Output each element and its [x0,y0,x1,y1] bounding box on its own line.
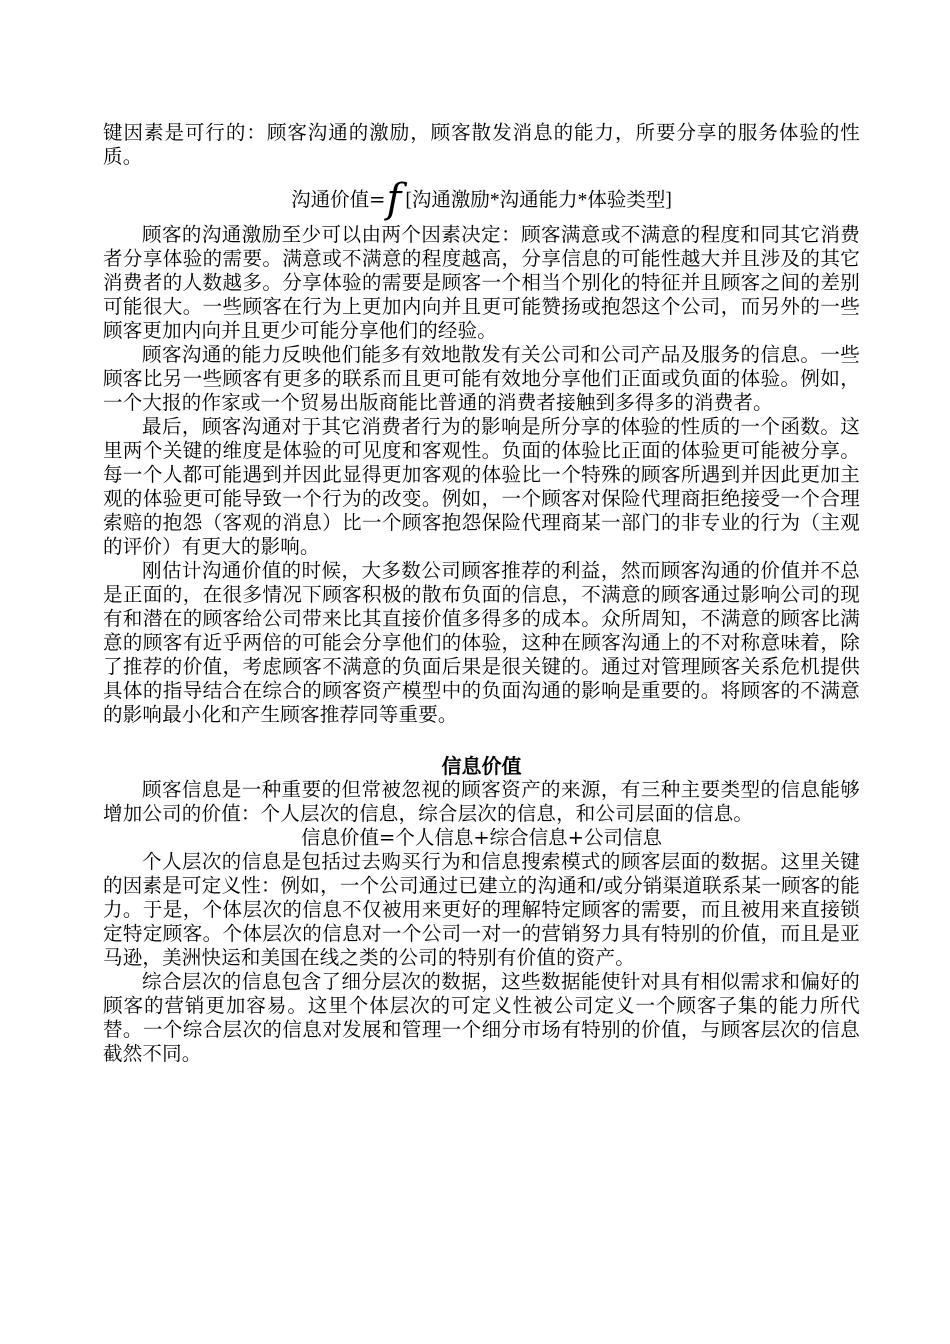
formula-left-text: 沟通价值= [291,188,386,211]
communication-value-formula [103,176,860,222]
formula-right-text: [沟通激励*沟通能力*体验类型] [405,190,672,211]
paragraph-motivation: 顾客的沟通激励至少可以由两个因素决定：顾客满意或不满意的程度和同其它消费者分享体验的需要。满意或不满意的程度越高，分享信息的可能性越大并且涉及的其它消费者的人数越多。分享体验的需要是顾客一个相当个别化的特征并且顾客之间的差别可能很大。一些顾客在行为上更加内向并且更可能赞扬或抱怨这个公司，而另外的一些顾客更加内向并且更少可能分享他们的经验。 [103,223,860,342]
function-f-symbol: f [386,176,402,222]
paragraph-negative-communication: 刚估计沟通价值的时候，大多数公司顾客推荐的利益，然而顾客沟通的价值并不总是正面的，在很多情况下顾客积极的散布负面的信息，不满意的顾客通过影响公司的现有和潜在的顾客给公司带来比其直接价值多得多的成本。众所周知，不满意的顾客比满意的顾客有近乎两倍的可能会分享他们的体验，这种在顾客沟通上的不对称意味着，除了推荐的价值，考虑顾客不满意的负面后果是很关键的。通过对管理顾客关系危机提供具体的指导结合在综合的顾客资产模型中的负面沟通的影响是重要的。将顾客的不满意的影响最小化和产生顾客推荐同等重要。 [103,559,860,726]
section-heading-information-value: 信息价值 [441,754,522,778]
paragraph-information-intro: 顾客信息是一种重要的但常被忽视的顾客资产的来源，有三种主要类型的信息能够增加公司的价值：个人层次的信息，综合层次的信息，和公司层面的信息。 [103,778,860,825]
document-page [103,121,860,1066]
intro-continuation-paragraph: 键因素是可行的：顾客沟通的激励，顾客散发消息的能力，所要分享的服务体验的性质。 [103,121,860,168]
paragraph-individual-information: 个人层次的信息是包括过去购买行为和信息搜索模式的顾客层面的数据。这里关键的因素是可定义性：例如，一个公司通过已建立的沟通和/或分销渠道联系某一顾客的能力。于是，个体层次的信息不仅被用来更好的理解特定顾客的需要，而且被用来直接锁定特定顾客。个体层次的信息对一个公司一对一的营销努力具有特别的价值，而且是亚马逊，美洲快运和美国在线之类的公司的特别有价值的资产。 [103,850,860,969]
paragraph-aggregate-information: 综合层次的信息包含了细分层次的数据，这些数据能使针对具有相似需求和偏好的顾客的营销更加容易。这里个体层次的可定义性被公司定义一个顾客子集的能力所代替。一个综合层次的信息对发展和管理一个细分市场有特别的价值，与顾客层次的信息截然不同。 [103,970,860,1065]
paragraph-ability: 顾客沟通的能力反映他们能多有效地散发有关公司和公司产品及服务的信息。一些顾客比另一些顾客有更多的联系而且更可能有效地分享他们正面或负面的体验。例如，一个大报的作家或一个贸易出版商能比普通的消费者接触到多得多的消费者。 [103,343,860,414]
information-value-formula: 信息价值=个人信息+综合信息+公司信息 [300,826,663,849]
paragraph-experience-nature: 最后，顾客沟通对于其它消费者行为的影响是所分享的体验的性质的一个函数。这里两个关键的维度是体验的可见度和客观性。负面的体验比正面的体验更可能被分享。每一个人都可能遇到并因此显得更加客观的体验比一个特殊的顾客所遇到并因此更加主观的体验更可能导致一个行为的改变。例如，一个顾客对保险代理商拒绝接受一个合理索赔的抱怨（客观的消息）比一个顾客抱怨保险代理商某一部门的非专业的行为（主观的评价）有更大的影响。 [103,415,860,558]
